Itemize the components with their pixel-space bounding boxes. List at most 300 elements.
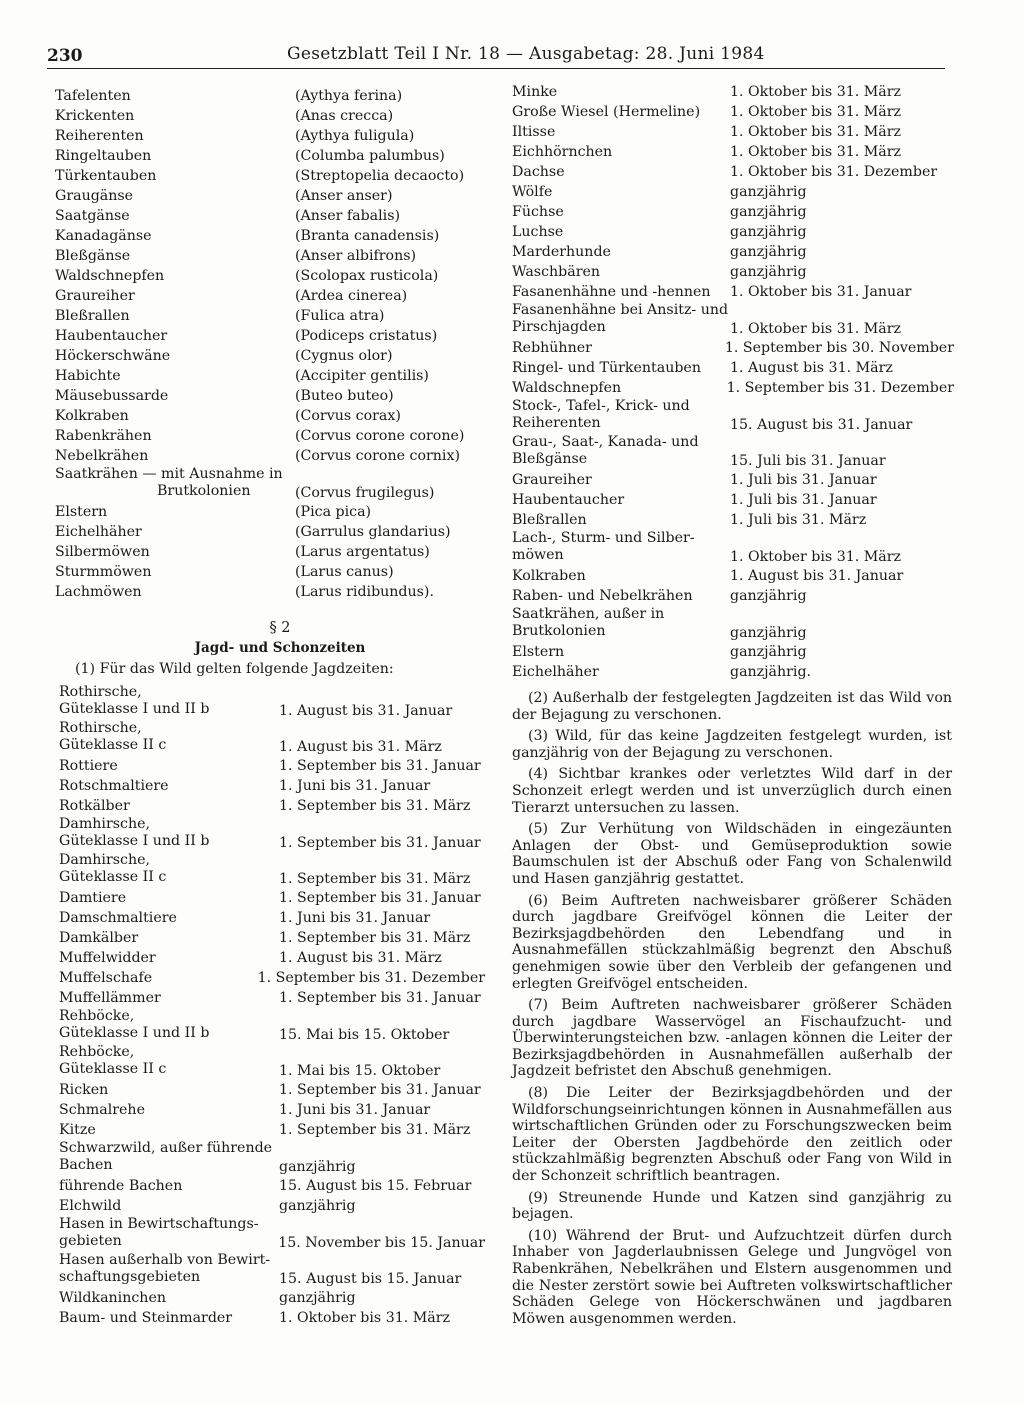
- species-latin-name: (Pica pica): [295, 504, 372, 520]
- line: Kolkraben: [55, 408, 129, 424]
- provision-paragraph: (3) Wild, für das keine Jagdzeiten festgelegt wurden, ist ganzjährig von der Bejagung zu verschonen.: [512, 728, 952, 761]
- line: Reiherenten: [55, 128, 144, 144]
- season-period: 1. Juli bis 31. März: [730, 512, 867, 528]
- line: Muffelschafe: [59, 970, 153, 986]
- provision-paragraph: (4) Sichtbar krankes oder verletztes Wild darf in der Schonzeit erlegt werden und ist unverzüglich durch einen Tierarzt untersuchen zu lassen.: [512, 766, 952, 816]
- season-period: 1. Oktober bis 31. März: [730, 144, 902, 160]
- species-german-name: [55, 266, 295, 286]
- game-name: [512, 530, 730, 566]
- line: Nebelkrähen: [55, 448, 149, 464]
- season-row: [512, 82, 954, 102]
- season-period: ganzjährig.: [730, 664, 812, 680]
- season-period: 15. August bis 15. Februar: [279, 1178, 472, 1194]
- game-name: [59, 684, 279, 720]
- season-row: [512, 242, 954, 262]
- season-row: [512, 586, 954, 606]
- game-name: [512, 566, 730, 586]
- season-period: 1. Juni bis 31. Januar: [279, 1102, 431, 1118]
- species-latin-name: (Anas crecca): [295, 108, 394, 124]
- species-latin-name: (Larus ridibundus).: [295, 584, 434, 600]
- game-name: [512, 398, 730, 434]
- game-name: [59, 888, 279, 908]
- line: Rebhühner: [512, 340, 592, 356]
- game-name: [512, 490, 730, 510]
- line: Bachen: [59, 1157, 113, 1173]
- line: Saatkrähen, außer in: [512, 606, 665, 622]
- line: Dachse: [512, 164, 565, 180]
- line: Rehböcke,: [59, 1044, 135, 1060]
- line: Damtiere: [59, 890, 127, 906]
- season-row: [55, 1308, 485, 1328]
- species-german-name: [55, 246, 295, 266]
- species-latin-name: (Aythya ferina): [295, 88, 403, 104]
- season-period: 1. Oktober bis 31. März: [730, 104, 902, 120]
- line: Wildkaninchen: [59, 1290, 166, 1306]
- season-period: 1. August bis 31. März: [279, 739, 442, 755]
- season-row: [512, 434, 954, 470]
- season-period: ganzjährig: [279, 1290, 356, 1306]
- game-name: [512, 378, 727, 398]
- season-row: [512, 142, 954, 162]
- species-german-name: [55, 522, 295, 542]
- species-german-name: [55, 542, 295, 562]
- season-row: [512, 358, 954, 378]
- season-period: ganzjährig: [279, 1159, 356, 1175]
- season-period: 1. August bis 31. Januar: [730, 568, 904, 584]
- season-row: [512, 162, 954, 182]
- provision-paragraph: (7) Beim Auftreten nachweisbarer größerer Schäden durch jagdbare Wasservögel an Fischaufzucht- und Überwinterungsteichen bzw. -anlagen können die Leiter der Bezirksjagdbehörden in Ausnahmefällen außerhalb der Jagdzeit befristet den Abschuß genehmigen.: [512, 997, 952, 1080]
- season-period: 1. September bis 31. Dezember: [726, 380, 954, 396]
- species-latin-name: (Buteo buteo): [295, 388, 394, 404]
- line: Ringel- und Türkentauben: [512, 360, 701, 376]
- season-row: [512, 338, 954, 358]
- species-row: [55, 206, 485, 226]
- season-row: [55, 720, 485, 756]
- line: Elchwild: [59, 1198, 122, 1214]
- season-row: [55, 816, 485, 852]
- line: Lachmöwen: [55, 584, 142, 600]
- game-name: [59, 1100, 279, 1120]
- species-latin-name: (Podiceps cristatus): [295, 328, 438, 344]
- line: Tafelenten: [55, 88, 131, 104]
- game-name: [512, 242, 730, 262]
- line: Reiherenten: [512, 415, 601, 431]
- species-latin-name: (Anser albifrons): [295, 248, 417, 264]
- line: Saatgänse: [55, 208, 130, 224]
- species-row: [55, 146, 485, 166]
- season-row: [512, 282, 954, 302]
- line: Muffelwidder: [59, 950, 156, 966]
- line: Bleßrallen: [512, 512, 587, 528]
- species-latin-name: (Accipiter gentilis): [295, 368, 429, 384]
- species-latin-name: (Corvus corone cornix): [295, 448, 460, 464]
- page-header: [47, 42, 945, 69]
- species-row: [55, 166, 485, 186]
- season-period: ganzjährig: [730, 184, 807, 200]
- game-name: [59, 756, 279, 776]
- season-row: [55, 796, 485, 816]
- line: Waldschnepfen: [512, 380, 622, 396]
- species-row: [55, 466, 485, 502]
- line: Rotschmaltiere: [59, 778, 169, 794]
- line: Minke: [512, 84, 558, 100]
- left-column: [55, 86, 485, 1328]
- season-row: [512, 510, 954, 530]
- game-name: [512, 338, 725, 358]
- season-row: [512, 470, 954, 490]
- season-period: 1. Mai bis 15. Oktober: [279, 1063, 441, 1079]
- species-latin-name: (Fulica atra): [295, 308, 385, 324]
- season-period: ganzjährig: [730, 224, 807, 240]
- season-row: [55, 776, 485, 796]
- line: Türkentauben: [55, 168, 157, 184]
- season-row: [55, 1176, 485, 1196]
- species-german-name: [55, 186, 295, 206]
- season-period: ganzjährig: [279, 1198, 356, 1214]
- species-row: [55, 246, 485, 266]
- line: gebieten: [59, 1233, 122, 1249]
- season-row: [55, 684, 485, 720]
- species-latin-name: (Corvus corax): [295, 408, 401, 424]
- species-row: [55, 226, 485, 246]
- species-german-name: [55, 146, 295, 166]
- line: Rehböcke,: [59, 1008, 135, 1024]
- season-period: 1. September bis 31. Dezember: [257, 970, 485, 986]
- season-period: ganzjährig: [730, 588, 807, 604]
- line: Mäusebussarde: [55, 388, 169, 404]
- species-latin-name: (Scolopax rusticola): [295, 268, 439, 284]
- line: Rothirsche,: [59, 684, 142, 700]
- line: Waldschnepfen: [55, 268, 165, 284]
- species-latin-name: (Anser anser): [295, 188, 393, 204]
- line: Waschbären: [512, 264, 601, 280]
- line: Damhirsche,: [59, 816, 151, 832]
- species-latin-name: (Larus argentatus): [295, 544, 430, 560]
- provision-paragraph: (2) Außerhalb der festgelegten Jagdzeiten ist das Wild von der Bejagung zu verschonen.: [512, 690, 952, 723]
- game-name: [512, 262, 730, 282]
- line: Güteklasse II c: [59, 1061, 167, 1077]
- season-row: [55, 1140, 485, 1176]
- provision-paragraph: (10) Während der Brut- und Aufzuchtzeit dürfen durch Inhaber von Jagderlaubnissen Gelege und Jungvögel von Rabenkrähen, Nebelkrähen und Elstern ausgenommen und die Nester zerstört sowie bei Auftreten volkswirtschaftlicher Schäden Gelege von Höckerschwänen und jagdbaren Möwen ausgenommen werden.: [512, 1227, 952, 1327]
- hunting-seasons-right: [512, 82, 954, 682]
- line: Graugänse: [55, 188, 134, 204]
- season-row: [512, 102, 954, 122]
- line: Hasen in Bewirtschaftungs-: [59, 1216, 259, 1232]
- game-name: [59, 1080, 279, 1100]
- line: Rottiere: [59, 758, 118, 774]
- game-name: [59, 1216, 278, 1252]
- species-row: [55, 502, 485, 522]
- season-period: 1. Juni bis 31. Januar: [279, 910, 431, 926]
- game-name: [512, 470, 730, 490]
- season-period: 1. Oktober bis 31. März: [730, 549, 902, 565]
- line: Haubentaucher: [512, 492, 625, 508]
- species-row: [55, 286, 485, 306]
- line: Brutkolonien: [512, 623, 606, 639]
- species-german-name: [55, 206, 295, 226]
- game-name: [59, 1196, 279, 1216]
- species-row: [55, 266, 485, 286]
- line: Rabenkrähen: [55, 428, 152, 444]
- line: Brutkolonien: [157, 483, 251, 499]
- species-german-name: [55, 326, 295, 346]
- species-latin-name: (Ardea cinerea): [295, 288, 408, 304]
- section-intro: (1) Für das Wild gelten folgende Jagdzeiten:: [75, 661, 394, 677]
- line: Iltisse: [512, 124, 556, 140]
- line: Schmalrehe: [59, 1102, 145, 1118]
- species-latin-name: (Garrulus glandarius): [295, 524, 451, 540]
- line: Kolkraben: [512, 568, 586, 584]
- line: Saatkrähen — mit Ausnahme in: [55, 466, 283, 482]
- line: Elstern: [512, 644, 565, 660]
- line: Eichelhäher: [55, 524, 142, 540]
- season-row: [55, 888, 485, 908]
- season-row: [55, 1044, 485, 1080]
- season-period: 1. September bis 31. März: [279, 930, 471, 946]
- season-period: 1. August bis 31. Januar: [279, 703, 453, 719]
- game-name: [59, 1140, 279, 1176]
- game-name: [512, 282, 730, 302]
- hunting-seasons-left: [55, 684, 485, 1328]
- line: Bleßrallen: [55, 308, 130, 324]
- season-period: 1. Juni bis 31. Januar: [279, 778, 431, 794]
- game-name: [512, 642, 730, 662]
- line: schaftungsgebieten: [59, 1269, 201, 1285]
- species-row: [55, 126, 485, 146]
- season-row: [55, 1080, 485, 1100]
- line: Fasanenhähne und -hennen: [512, 284, 711, 300]
- game-name: [512, 82, 730, 102]
- season-period: 1. September bis 31. März: [279, 871, 471, 887]
- season-row: [512, 262, 954, 282]
- season-row: [512, 642, 954, 662]
- season-period: 1. Oktober bis 31. März: [730, 84, 902, 100]
- season-period: 1. Oktober bis 31. März: [279, 1310, 451, 1326]
- season-period: 1. September bis 31. März: [279, 798, 471, 814]
- species-german-name: [55, 346, 295, 366]
- season-row: [55, 968, 485, 988]
- season-period: ganzjährig: [730, 644, 807, 660]
- species-row: [55, 446, 485, 466]
- game-name: [512, 302, 730, 338]
- line: Güteklasse II c: [59, 737, 167, 753]
- line: Baum- und Steinmarder: [59, 1310, 233, 1326]
- species-row: [55, 542, 485, 562]
- season-period: 1. Juli bis 31. Januar: [730, 472, 877, 488]
- game-name: [512, 662, 730, 682]
- season-row: [512, 182, 954, 202]
- season-period: 1. Oktober bis 31. Januar: [730, 284, 912, 300]
- species-german-name: [55, 386, 295, 406]
- season-period: 15. Juli bis 31. Januar: [730, 453, 886, 469]
- species-list: [55, 86, 485, 602]
- game-name: [59, 1288, 279, 1308]
- species-row: [55, 582, 485, 602]
- line: Große Wiesel (Hermeline): [512, 104, 701, 120]
- season-row: [512, 398, 954, 434]
- line: Güteklasse I und II b: [59, 833, 210, 849]
- game-name: [512, 202, 730, 222]
- game-name: [59, 852, 279, 888]
- line: Eichelhäher: [512, 664, 599, 680]
- line: Fasanenhähne bei Ansitz- und: [512, 302, 729, 318]
- season-period: 15. August bis 15. Januar: [279, 1271, 462, 1287]
- season-period: 15. Mai bis 15. Oktober: [279, 1027, 450, 1043]
- game-name: [59, 1176, 279, 1196]
- provision-paragraph: (8) Die Leiter der Bezirksjagdbehörden und der Wildforschungseinrichtungen können in Ausnahmefällen aus wirtschaftlichen Gründen oder zu Forschungszwecken beim Leiter der Obersten Jagdbehörde den zeitlich oder stückzahlmäßig begrenzten Abschuß oder Fang von Wild in der Schonzeit schriftlich beantragen.: [512, 1085, 952, 1185]
- game-name: [512, 142, 730, 162]
- line: Damschmaltiere: [59, 910, 177, 926]
- section-title: Jagd- und Schonzeiten: [194, 640, 366, 656]
- line: Sturmmöwen: [55, 564, 152, 580]
- season-row: [55, 988, 485, 1008]
- section-mark: § 2: [269, 620, 291, 636]
- line: Pirschjagden: [512, 319, 606, 335]
- line: Raben- und Nebelkrähen: [512, 588, 693, 604]
- game-name: [59, 720, 279, 756]
- season-period: ganzjährig: [730, 264, 807, 280]
- provisions: [512, 690, 954, 1327]
- line: Stock-, Tafel-, Krick- und: [512, 398, 690, 414]
- line: Kanadagänse: [55, 228, 152, 244]
- species-row: [55, 562, 485, 582]
- game-name: [59, 908, 279, 928]
- line: Rotkälber: [59, 798, 130, 814]
- species-row: [55, 106, 485, 126]
- line: Grau-, Saat-, Kanada- und: [512, 434, 699, 450]
- line: Damkälber: [59, 930, 139, 946]
- species-german-name: [55, 562, 295, 582]
- game-name: [512, 162, 730, 182]
- season-period: ganzjährig: [730, 625, 807, 641]
- species-german-name: [55, 306, 295, 326]
- season-row: [55, 948, 485, 968]
- season-period: 1. August bis 31. März: [279, 950, 442, 966]
- line: Haubentaucher: [55, 328, 168, 344]
- species-latin-name: (Corvus frugilegus): [295, 485, 435, 501]
- species-german-name: [55, 106, 295, 126]
- game-name: [59, 776, 279, 796]
- species-german-name: [55, 226, 295, 246]
- season-row: [512, 222, 954, 242]
- season-row: [512, 662, 954, 682]
- species-german-name: [55, 286, 295, 306]
- season-period: 1. September bis 31. Januar: [279, 1082, 481, 1098]
- species-german-name: [55, 502, 295, 522]
- season-period: 1. September bis 31. März: [279, 1122, 471, 1138]
- season-period: 1. September bis 31. Januar: [279, 890, 481, 906]
- right-column: [512, 82, 954, 1332]
- season-period: 1. September bis 31. Januar: [279, 835, 481, 851]
- game-name: [59, 1308, 279, 1328]
- season-row: [55, 1288, 485, 1308]
- line: Bleßgänse: [55, 248, 131, 264]
- game-name: [59, 988, 279, 1008]
- species-row: [55, 386, 485, 406]
- line: Lach-, Sturm- und Silber-: [512, 530, 695, 546]
- species-german-name: [55, 126, 295, 146]
- line: Habichte: [55, 368, 121, 384]
- species-german-name: [55, 406, 295, 426]
- species-german-name: [55, 166, 295, 186]
- season-row: [512, 202, 954, 222]
- game-name: [59, 948, 279, 968]
- season-period: 1. September bis 31. Januar: [279, 758, 481, 774]
- line: Damhirsche,: [59, 852, 151, 868]
- species-row: [55, 306, 485, 326]
- game-name: [59, 796, 279, 816]
- species-german-name: [55, 466, 295, 502]
- line: Hasen außerhalb von Bewirt-: [59, 1252, 271, 1268]
- game-name: [59, 1252, 279, 1288]
- species-row: [55, 86, 485, 106]
- game-name: [59, 1044, 279, 1080]
- line: Ringeltauben: [55, 148, 152, 164]
- line: möwen: [512, 547, 564, 563]
- line: Muffellämmer: [59, 990, 161, 1006]
- season-period: 1. Juli bis 31. Januar: [730, 492, 877, 508]
- species-row: [55, 346, 485, 366]
- provision-paragraph: (6) Beim Auftreten nachweisbarer größerer Schäden durch jagdbare Greifvögel können die Leiter der Bezirksjagdbehörden den Lebendfang und in Ausnahmefällen stückzahlmäßig begrenzt den Abschuß genehmigen sowie über den Verbleib der gefangenen und erlegten Greifvögel entscheiden.: [512, 892, 952, 992]
- season-period: 1. August bis 31. März: [730, 360, 893, 376]
- line: Kitze: [59, 1122, 96, 1138]
- line: Graureiher: [512, 472, 592, 488]
- species-latin-name: (Corvus corone corone): [295, 428, 465, 444]
- season-row: [512, 530, 954, 566]
- game-name: [512, 586, 730, 606]
- line: Ricken: [59, 1082, 109, 1098]
- line: Elstern: [55, 504, 108, 520]
- line: Höckerschwäne: [55, 348, 171, 364]
- game-name: [512, 122, 730, 142]
- season-period: ganzjährig: [730, 204, 807, 220]
- page-number: 230: [47, 46, 83, 66]
- species-row: [55, 406, 485, 426]
- species-latin-name: (Anser fabalis): [295, 208, 401, 224]
- season-period: 1. September bis 30. November: [724, 340, 954, 356]
- season-row: [512, 302, 954, 338]
- species-latin-name: (Branta canadensis): [295, 228, 440, 244]
- season-period: 1. Oktober bis 31. März: [730, 321, 902, 337]
- game-name: [512, 358, 730, 378]
- line: Krickenten: [55, 108, 135, 124]
- species-row: [55, 326, 485, 346]
- species-row: [55, 426, 485, 446]
- species-row: [55, 366, 485, 386]
- game-name: [512, 434, 730, 470]
- line: Schwarzwild, außer führende: [59, 1140, 273, 1156]
- species-german-name: [55, 426, 295, 446]
- species-latin-name: (Columba palumbus): [295, 148, 445, 164]
- season-row: [512, 378, 954, 398]
- line: Eichhörnchen: [512, 144, 613, 160]
- species-german-name: [55, 86, 295, 106]
- game-name: [59, 928, 279, 948]
- season-row: [55, 1216, 485, 1252]
- season-row: [55, 908, 485, 928]
- season-row: [512, 606, 954, 642]
- season-period: 1. September bis 31. Januar: [279, 990, 481, 1006]
- provision-paragraph: (9) Streunende Hunde und Katzen sind ganzjährig zu bejagen.: [512, 1189, 952, 1223]
- line: Füchse: [512, 204, 564, 220]
- season-row: [55, 1252, 485, 1288]
- line: führende Bachen: [59, 1178, 183, 1194]
- species-latin-name: (Streptopelia decaocto): [295, 168, 465, 184]
- species-german-name: [55, 446, 295, 466]
- line: Silbermöwen: [55, 544, 150, 560]
- season-row: [55, 1100, 485, 1120]
- line: Luchse: [512, 224, 564, 240]
